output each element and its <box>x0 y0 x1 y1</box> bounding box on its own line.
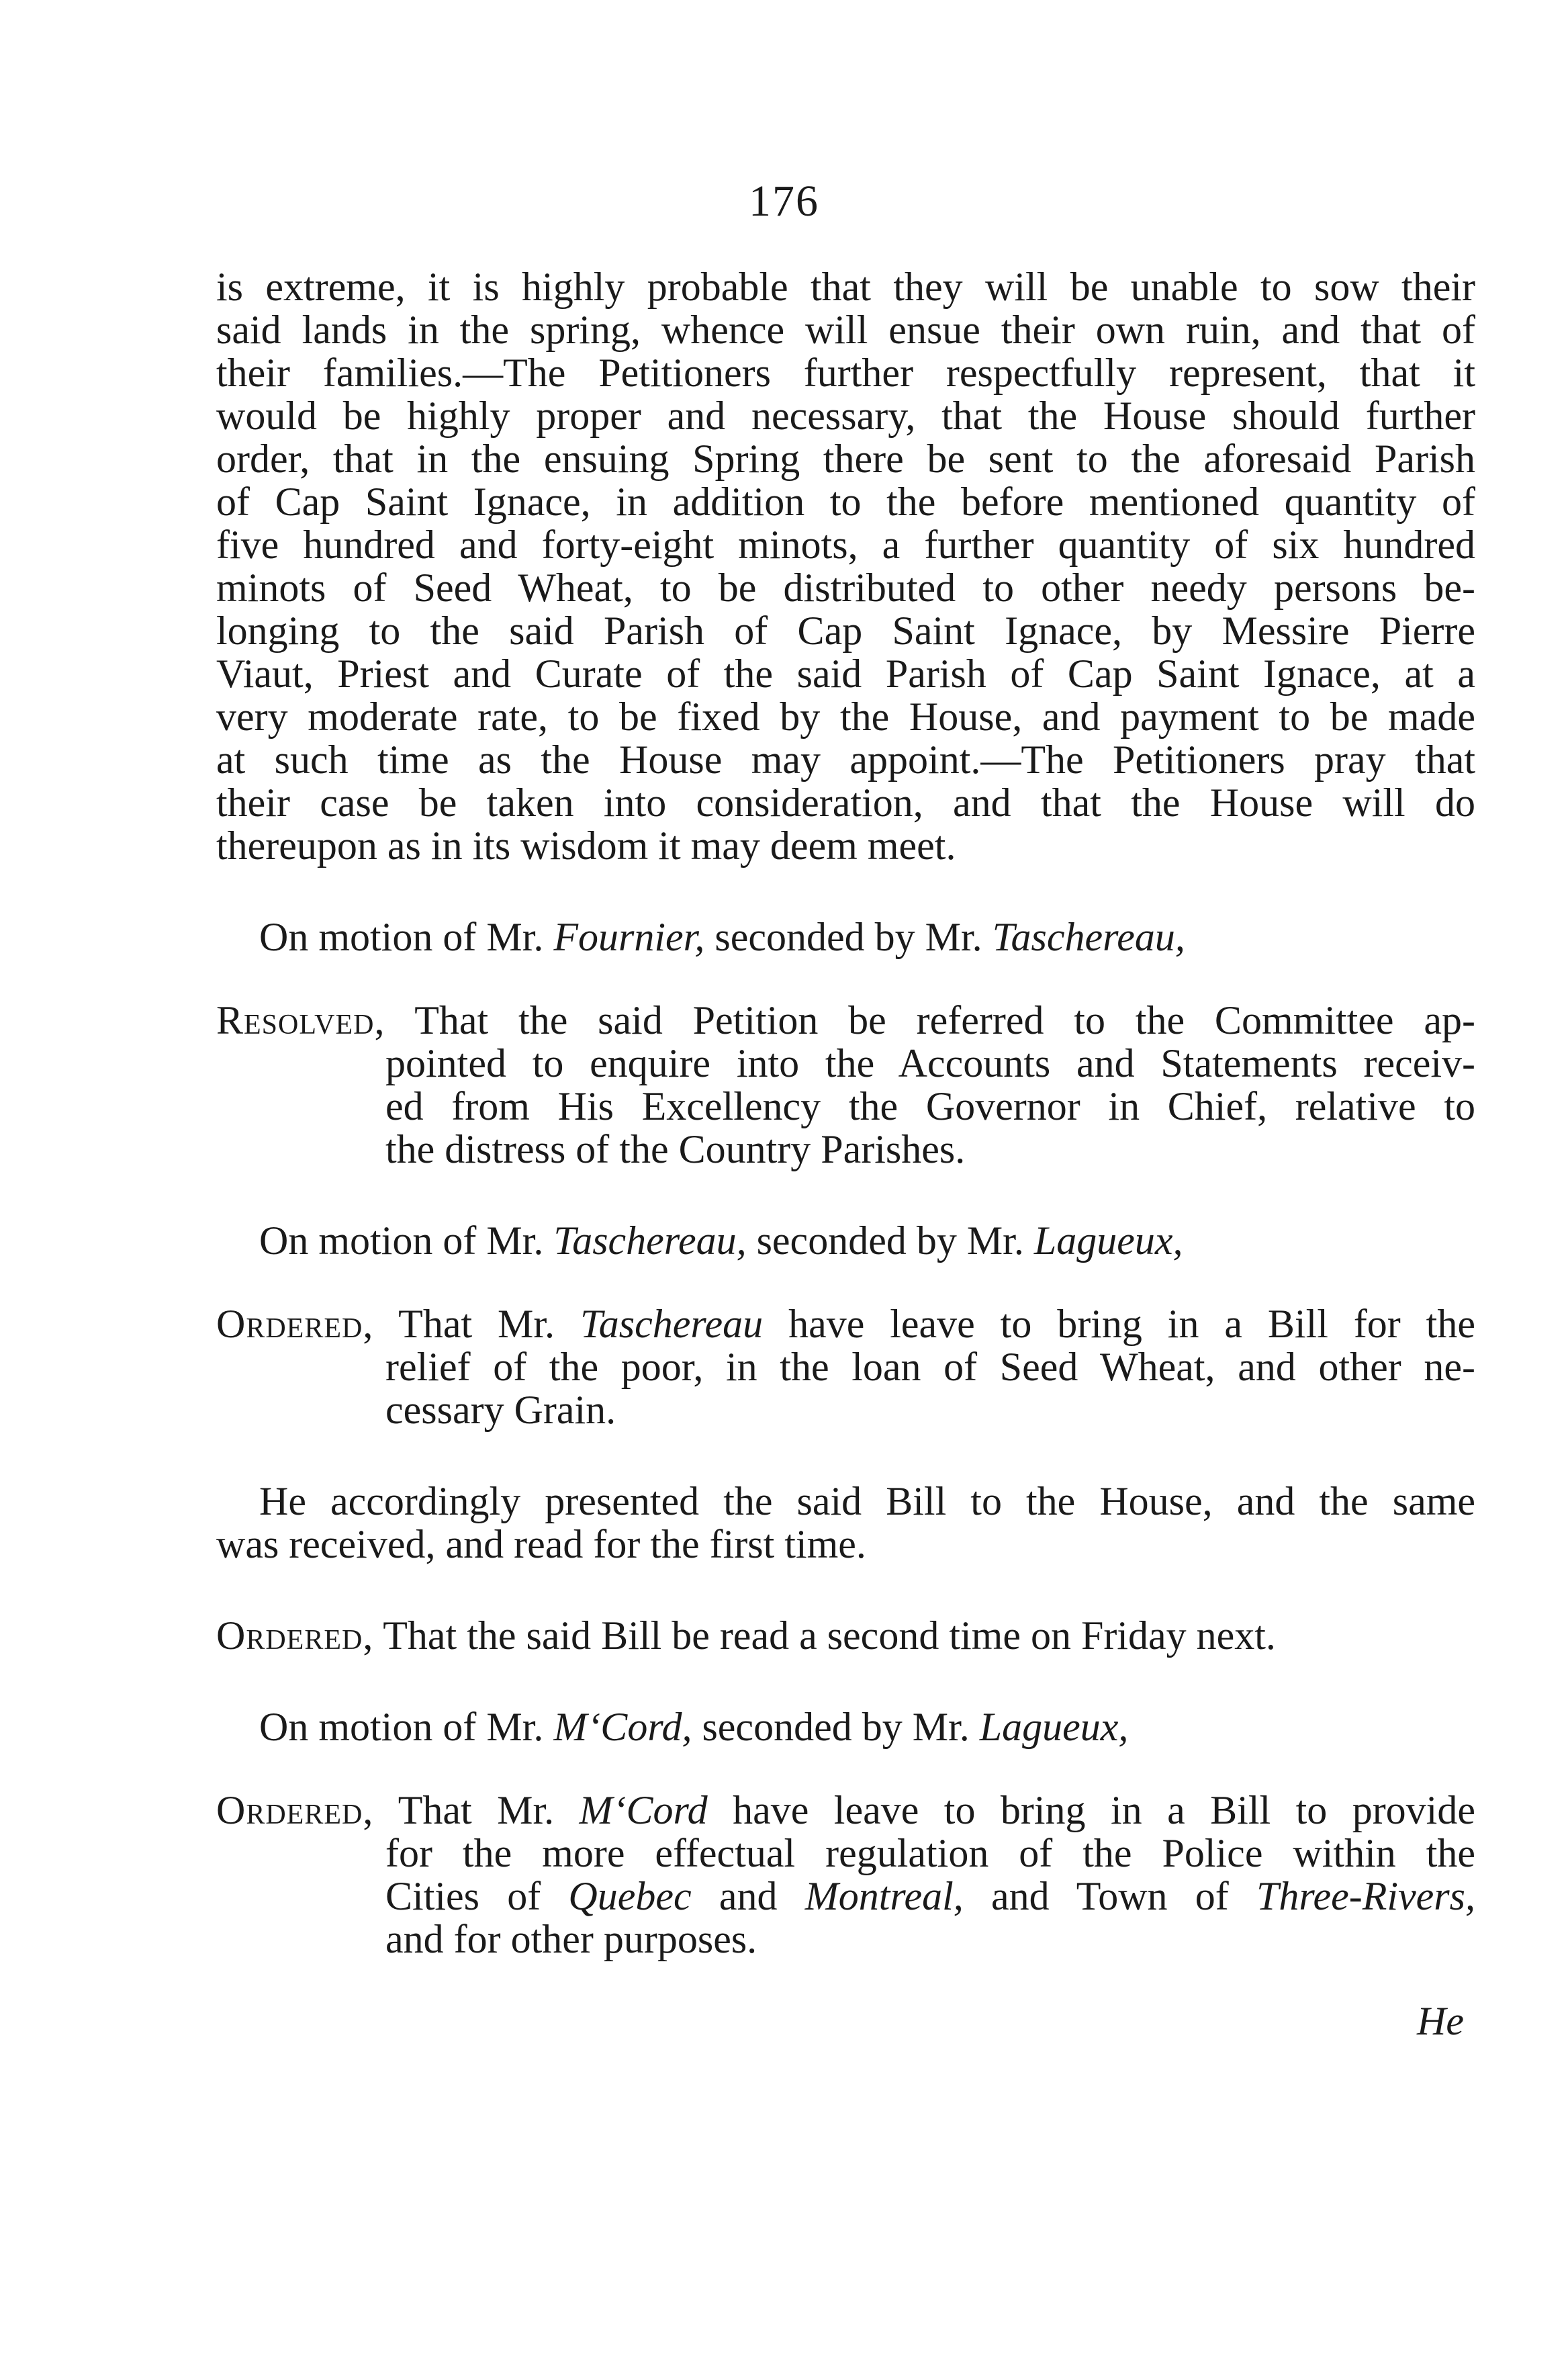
text-line: said lands in the spring, whence will ensue their own ruin, and that of <box>216 308 1475 352</box>
text-line: Viaut, Priest and Curate of the said Parish of Cap Saint Ignace, at a <box>216 652 1475 696</box>
motion-text: seconded by Mr. <box>692 1705 980 1749</box>
motion-text: seconded by Mr. <box>704 915 993 959</box>
text-line: was received, and read for the first time. <box>216 1522 866 1566</box>
motion-text: On motion of Mr. <box>259 1218 554 1263</box>
motion-text: On motion of Mr. <box>259 915 554 959</box>
member-name: Fournier, <box>553 915 705 959</box>
place-name: Quebec <box>568 1874 692 1918</box>
text-line: order, that in the ensuing Spring there be sent to the aforesaid Parish <box>216 437 1475 481</box>
text-fragment: have leave to bring in a Bill for the <box>763 1302 1475 1346</box>
member-name: M‘Cord <box>579 1788 708 1832</box>
text-line: the distress of the Country Parishes. <box>385 1127 966 1171</box>
resolution-petition-referral <box>216 999 1475 1171</box>
text-line: their families.—The Petitioners further respectfully represent, that it <box>216 351 1475 395</box>
text-fragment: and Town of <box>963 1874 1256 1918</box>
text-line: relief of the poor, in the loan of Seed Wheat, and other ne- <box>385 1345 1475 1389</box>
text-line: thereupon as in its wisdom it may deem meet. <box>216 823 956 868</box>
text-fragment: That Mr. <box>398 1788 580 1832</box>
text-line: cessary Grain. <box>385 1388 616 1432</box>
motion-mccord <box>216 1705 1475 1748</box>
member-name: Taschereau <box>580 1302 764 1346</box>
text-line: That the said Petition be referred to the Committee ap- <box>414 998 1475 1042</box>
text-line: is extreme, it is highly probable that they will be unable to sow their <box>216 265 1475 309</box>
text-line: would be highly proper and necessary, that the House should further <box>216 394 1475 438</box>
text-line: That the said Bill be read a second time on Friday next. <box>383 1613 1276 1658</box>
order-label: Ordered, <box>216 1302 374 1346</box>
place-name: Three-Rivers, <box>1256 1874 1475 1918</box>
member-name: Taschereau, <box>553 1218 747 1263</box>
member-name: Lagueux, <box>1033 1218 1183 1263</box>
text-fragment: have leave to bring in a Bill to provide <box>707 1788 1475 1832</box>
place-name: Montreal, <box>804 1874 964 1918</box>
text-line: He accordingly presented the said Bill to the House, and the same <box>259 1479 1475 1523</box>
text-line: ed from His Excellency the Governor in Chief, relative to <box>385 1084 1475 1128</box>
order-label: Ordered, <box>216 1788 374 1832</box>
document-body <box>216 265 1475 1961</box>
text-line: and for other purposes. <box>385 1917 757 1961</box>
motion-text: seconded by Mr. <box>746 1218 1034 1263</box>
text-fragment: Cities of <box>385 1874 569 1918</box>
motion-taschereau <box>216 1219 1475 1262</box>
text-line: five hundred and forty-eight minots, a further quantity of six hundred <box>216 523 1475 567</box>
order-police-bill <box>216 1789 1475 1961</box>
text-line <box>385 1875 1475 1918</box>
text-line: minots of Seed Wheat, to be distributed to other needy persons be- <box>216 566 1475 610</box>
resolution-label: Resolved, <box>216 998 385 1042</box>
text-line: longing to the said Parish of Cap Saint Ignace, by Messire Pierre <box>216 609 1475 653</box>
text-line: pointed to enquire into the Accounts and Statements receiv- <box>385 1041 1475 1085</box>
member-name: Lagueux, <box>979 1705 1129 1749</box>
motion-text: On motion of Mr. <box>259 1705 554 1749</box>
motion-fournier <box>216 915 1475 958</box>
text-fragment: That Mr. <box>398 1302 580 1346</box>
text-fragment: and <box>691 1874 805 1918</box>
text-line: of Cap Saint Ignace, in addition to the before mentioned quantity of <box>216 480 1475 524</box>
member-name: M‘Cord, <box>553 1705 692 1749</box>
text-line: their case be taken into consideration, and that the House will do <box>216 780 1475 825</box>
text-line: very moderate rate, to be fixed by the House, and payment to be made <box>216 695 1475 739</box>
member-name: Taschereau, <box>992 915 1185 959</box>
text-line: for the more effectual regulation of the Police within the <box>385 1831 1475 1875</box>
order-seed-wheat-bill <box>216 1302 1475 1431</box>
page-number: 176 <box>749 177 819 226</box>
bill-presented-paragraph <box>216 1480 1475 1566</box>
text-line: at such time as the House may appoint.—The Petitioners pray that <box>216 737 1475 782</box>
petition-paragraph <box>216 265 1475 867</box>
catchword: He <box>1417 1999 1464 2043</box>
order-label: Ordered, <box>216 1613 374 1658</box>
order-second-reading <box>216 1614 1475 1657</box>
